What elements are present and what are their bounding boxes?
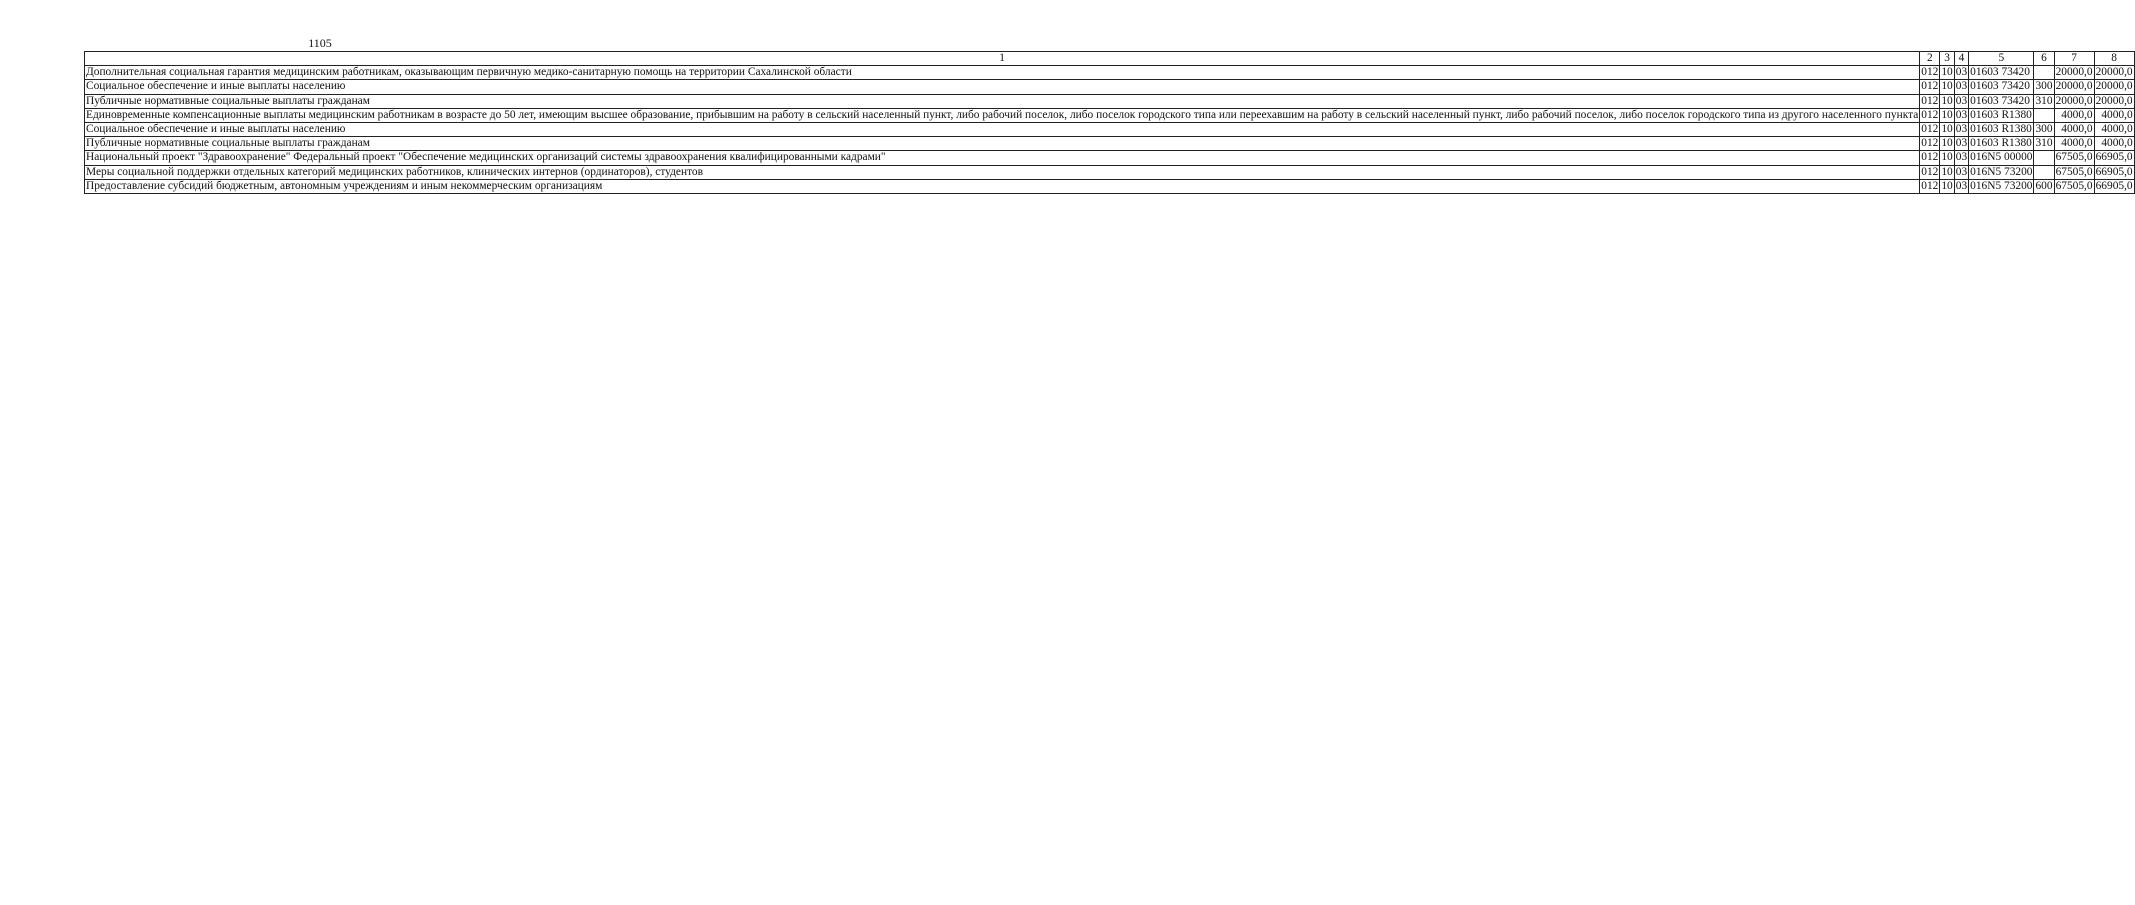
row-name: Национальный проект "Здравоохранение" Федеральный проект "Обеспечение медицинских организаций системы здравоохранения квалифицированными кадрами" <box>85 151 1920 165</box>
table-row <box>85 94 2135 108</box>
header-col-6: 6 <box>2034 52 2054 66</box>
header-col-2: 2 <box>1920 52 1940 66</box>
row-vr <box>2034 108 2054 122</box>
row-sum-2: 20000,0 <box>2095 94 2133 107</box>
row-rz: 10 <box>1941 108 1953 121</box>
row-rz: 10 <box>1941 151 1953 164</box>
row-sum-1: 20000,0 <box>2055 94 2093 107</box>
row-csr: 01603 R1380 <box>1969 137 2034 151</box>
header-col-4: 4 <box>1954 52 1968 66</box>
row-sum-2: 66905,0 <box>2095 165 2133 178</box>
row-grbs: 012 <box>1921 94 1939 107</box>
header-col-7: 7 <box>2054 52 2094 66</box>
row-vr: 310 <box>2035 137 2053 150</box>
table-row <box>85 151 2135 165</box>
row-vr: 300 <box>2035 80 2053 93</box>
row-pr: 03 <box>1955 151 1968 164</box>
row-pr: 03 <box>1955 165 1968 178</box>
row-name: Меры социальной поддержки отдельных категорий медицинских работников, клинических интернов (ординаторов), студентов <box>85 165 1920 179</box>
row-rz: 10 <box>1941 66 1953 79</box>
row-name: Предоставление субсидий бюджетным, автономным учреждениям и иным некоммерческим организациям <box>85 179 1920 193</box>
row-name: Дополнительная социальная гарантия медицинским работникам, оказывающим первичную медико-санитарную помощь на территории Сахалинской области <box>85 66 1920 80</box>
row-sum-1: 4000,0 <box>2054 123 2094 137</box>
row-sum-2: 20000,0 <box>2095 80 2133 93</box>
header-col-8: 8 <box>2094 52 2134 66</box>
row-sum-1: 4000,0 <box>2054 108 2094 122</box>
table-row <box>85 80 2135 94</box>
row-pr: 03 <box>1955 80 1968 93</box>
row-csr: 016N5 00000 <box>1970 151 2033 164</box>
row-grbs: 012 <box>1921 108 1939 121</box>
row-csr: 016N5 73200 <box>1970 179 2033 192</box>
table-row <box>85 165 2135 179</box>
row-csr: 01603 R1380 <box>1969 108 2034 122</box>
row-pr: 03 <box>1955 123 1968 136</box>
header-col-5: 5 <box>1969 52 2034 66</box>
page-number: 1105 <box>308 36 332 50</box>
row-grbs: 012 <box>1921 137 1939 150</box>
row-pr: 03 <box>1955 179 1968 192</box>
header-col-1: 1 <box>85 52 1920 66</box>
row-sum-2: 66905,0 <box>2095 151 2133 164</box>
row-csr: 01603 73420 <box>1969 66 2034 80</box>
row-name: Публичные нормативные социальные выплаты гражданам <box>85 137 1920 151</box>
header-col-3: 3 <box>1940 52 1954 66</box>
row-sum-2: 4000,0 <box>2094 137 2134 151</box>
row-sum-1: 20000,0 <box>2055 80 2093 93</box>
row-vr: 300 <box>2035 123 2053 136</box>
row-sum-2: 66905,0 <box>2095 179 2133 192</box>
budget-table <box>84 51 2135 194</box>
row-vr: 600 <box>2035 179 2053 192</box>
row-name: Социальное обеспечение и иные выплаты населению <box>85 123 1920 137</box>
row-rz: 10 <box>1941 179 1953 192</box>
row-vr <box>2034 151 2054 165</box>
row-csr: 016N5 73200 <box>1970 165 2033 178</box>
table-row <box>85 108 2135 122</box>
row-pr: 03 <box>1955 137 1968 150</box>
row-csr: 01603 73420 <box>1969 80 2034 94</box>
row-rz: 10 <box>1941 165 1953 178</box>
row-sum-1: 67505,0 <box>2055 165 2093 178</box>
row-pr: 03 <box>1955 108 1968 121</box>
table-row <box>85 123 2135 137</box>
row-pr: 03 <box>1955 94 1968 107</box>
row-grbs: 012 <box>1921 151 1939 164</box>
row-rz: 10 <box>1941 80 1953 93</box>
row-grbs: 012 <box>1921 179 1939 192</box>
row-grbs: 012 <box>1921 80 1939 93</box>
row-csr: 01603 73420 <box>1969 94 2034 108</box>
row-sum-1: 4000,0 <box>2054 137 2094 151</box>
row-vr <box>2034 66 2054 80</box>
row-grbs: 012 <box>1921 123 1939 136</box>
row-grbs: 012 <box>1921 66 1939 79</box>
row-csr: 01603 R1380 <box>1969 123 2034 137</box>
row-rz: 10 <box>1941 123 1953 136</box>
row-name: Публичные нормативные социальные выплаты гражданам <box>85 94 1920 108</box>
row-rz: 10 <box>1941 94 1953 107</box>
row-name: Социальное обеспечение и иные выплаты населению <box>85 80 1920 94</box>
row-sum-1: 67505,0 <box>2055 151 2093 164</box>
row-name: Единовременные компенсационные выплаты медицинским работникам в возрасте до 50 лет, имеющим высшее образование, прибывшим на работу в сельский населенный пункт, либо рабочий поселок, либо поселок городского типа или переехавшим на работу в сельский населенный пункт, либо рабочий поселок, либо поселок городского типа из другого населенного пункта <box>86 108 1919 121</box>
row-sum-2: 4000,0 <box>2094 108 2134 122</box>
table-row <box>85 179 2135 193</box>
row-vr <box>2034 165 2054 179</box>
table-row <box>85 137 2135 151</box>
table-row <box>85 66 2135 80</box>
row-sum-1: 67505,0 <box>2055 179 2093 192</box>
row-sum-1: 20000,0 <box>2055 66 2093 79</box>
row-pr: 03 <box>1955 66 1968 79</box>
row-sum-2: 20000,0 <box>2095 66 2133 79</box>
header-row <box>85 52 2135 66</box>
row-vr: 310 <box>2035 94 2053 107</box>
row-rz: 10 <box>1941 137 1953 150</box>
row-sum-2: 4000,0 <box>2094 123 2134 137</box>
row-grbs: 012 <box>1921 165 1939 178</box>
